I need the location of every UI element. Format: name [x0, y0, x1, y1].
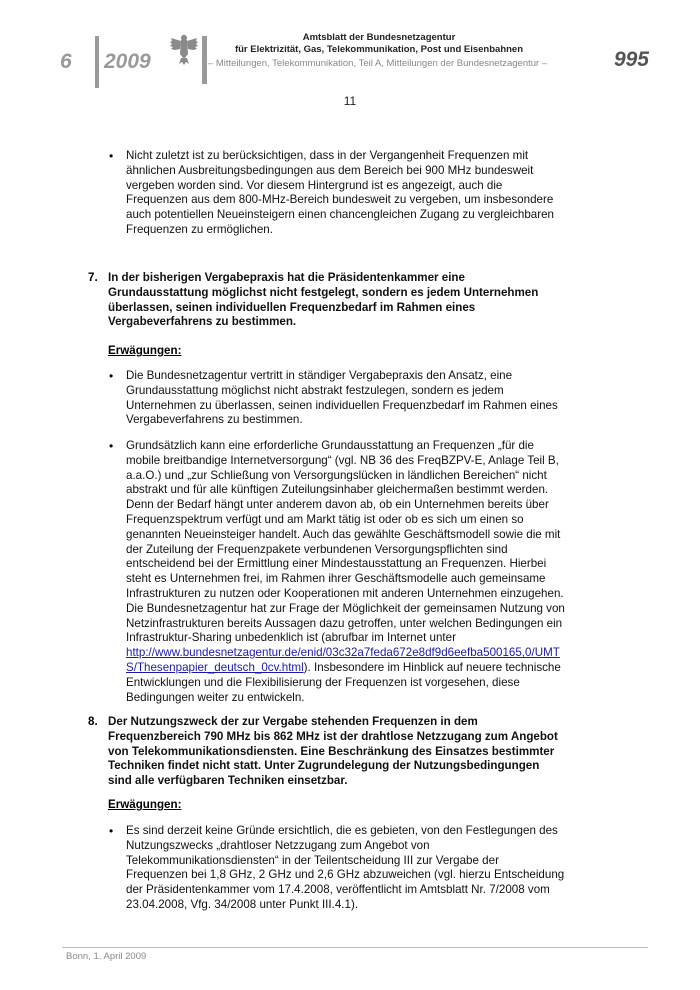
text-line: Frequenzen bei 1,8 GHz, 2 GHz und 2,6 GHz abzuweichen (vgl. hierzu Entscheidung	[126, 868, 565, 882]
text-line: Bedingungen weiter zu entwickeln.	[126, 690, 305, 704]
text-line: entscheidend bei der Ermittlung einer Mindestausstattung an Frequenzen. Hierbei	[126, 557, 547, 571]
text-line: Frequenzspektrum verfügt und am Markt tätig ist oder ob es sich um einen so	[126, 512, 524, 526]
text-line: Der Nutzungszweck der zur Vergabe stehenden Frequenzen in dem	[108, 715, 478, 728]
document-page-number: 11	[343, 94, 357, 108]
text-line: von Telekommunikationsdiensten. Eine Beschränkung des Einsatzes bestimmter	[108, 744, 555, 758]
text-line: ähnlichen Ausbreitungsbedingungen aus dem Bereich bei 900 MHz bundesweit	[126, 163, 534, 177]
gazette-title-line: Amtsblatt der Bundesnetzagentur	[302, 32, 456, 43]
section-7-bullet-1	[126, 369, 596, 428]
text-line: genannten Neueinsteiger handelt. Auch das gewählte Geschäftsmodell sowie die mit	[126, 527, 561, 541]
text-line: Grundausstattung möglichst nicht festgelegt, sondern es jedem Unternehmen	[108, 285, 539, 299]
section-8-number: 8.	[88, 715, 98, 728]
text-line: Telekommunikationsdiensten“ in der Teilentscheidung III zur Vergabe der	[126, 853, 499, 867]
section-8-considerations-label: Erwägungen:	[108, 798, 182, 811]
text-line: Denn der Bedarf hängt unter anderem davon ab, ob ein Unternehmen bereits über	[126, 498, 549, 512]
text-line: Unternehmen zu überlassen, seinen individuellen Frequenzbedarf im Rahmen eines	[126, 398, 558, 412]
text-line	[126, 661, 596, 676]
text-line: Infrastrukturen zu nutzen oder Kooperationen mit anderen Unternehmen einzugehen.	[126, 586, 564, 600]
text-line: Die Bundesnetzagentur vertritt in ständiger Vergabepraxis den Ansatz, eine	[126, 369, 513, 382]
gazette-title-line: für Elektrizität, Gas, Telekommunikation, Post und Eisenbahnen	[234, 43, 524, 55]
gazette-subtitle: – Mitteilungen, Telekommunikation, Teil A, Mitteilungen der Bundesnetzagentur –	[207, 58, 548, 69]
thesenpapier-link-continued[interactable]: S/Thesenpapier_deutsch_0cv.html	[126, 660, 304, 674]
federal-eagle-icon	[169, 32, 199, 66]
footer-date: Bonn, 1. April 2009	[66, 951, 147, 962]
text-line: Vergabeverfahrens zu bestimmen.	[108, 315, 297, 329]
text-line	[126, 646, 596, 661]
text-line: der Zuteilung der Frequenzpakete verbundenen Versorgungspflichten sind	[126, 542, 508, 556]
text-line: Grundausstattung möglichst nicht abstrakt festzulegen, sondern es jedem	[126, 383, 504, 397]
text-line: Infrastruktur-Sharing unbedenklich ist (abrufbar im Internet unter	[126, 631, 456, 645]
text-line: auch potentiellen Neueinsteigern einen chancengleichen Zugang zu vergleichbaren	[126, 208, 554, 222]
text-line: überlassen, seinen individuellen Frequenzbedarf im Rahmen eines	[108, 300, 476, 314]
section-7-heading	[108, 271, 593, 330]
text-line: Nicht zuletzt ist zu berücksichtigen, dass in der Vergangenheit Frequenzen mit	[126, 149, 529, 162]
text-line: vergeben worden sind. Vor diesem Hintergrund ist es angezeigt, auch die	[126, 178, 503, 192]
text-line: Techniken findet nicht statt. Unter Zugrundelegung der Nutzungsbedingungen	[108, 759, 540, 773]
intro-bullet-text	[126, 149, 596, 238]
footer-divider	[62, 947, 648, 948]
bullet-marker: •	[109, 824, 114, 838]
text-line: Grundsätzlich kann eine erforderliche Grundausstattung an Frequenzen „für die	[126, 439, 534, 452]
bullet-marker: •	[109, 149, 114, 163]
section-8-heading	[108, 715, 593, 789]
section-7-bullet-2	[126, 439, 596, 705]
text-line: a.a.O.) und „zur Schließung von Versorgungslücken in ländlichen Bereichen“ nicht	[126, 468, 547, 482]
page-header	[0, 0, 700, 90]
text-line: Frequenzbereich 790 MHz bis 862 MHz ist der drahtlose Netzzugang zum Angebot	[108, 729, 558, 743]
text-line: Frequenzen zu ermöglichen.	[126, 222, 273, 236]
section-7-number: 7.	[88, 271, 98, 284]
text-line: 23.04.2008, Vfg. 34/2008 unter Punkt III.4.1).	[126, 897, 359, 911]
thesenpapier-link[interactable]: http://www.bundesnetzagentur.de/enid/03c32a7feda672e8df9d6eefba500165,0/UMT	[126, 646, 560, 660]
text-line: Vergabeverfahrens zu bestimmen.	[126, 413, 303, 427]
text-line: abstrakt und für alle künftigen Zuteilungsinhaber gleichermaßen bestimmt werden.	[126, 483, 549, 497]
issue-number: 6	[60, 50, 72, 73]
text-line: sind alle verfügbaren Techniken einsetzbar.	[108, 774, 348, 788]
section-7-considerations-label: Erwägungen:	[108, 344, 182, 357]
gazette-title	[214, 32, 544, 55]
text-line: Nutzungszwecks „drahtloser Netzzugang zum Angebot von	[126, 838, 430, 852]
text-line: der Präsidentenkammer vom 17.4.2008, veröffentlicht im Amtsblatt Nr. 7/2008 vom	[126, 883, 550, 897]
text-line: steht es Unternehmen frei, im Rahmen ihrer Geschäftsmodelle auch gemeinsame	[126, 572, 546, 586]
text-line: Frequenzen aus dem 800-MHz-Bereich bundesweit zu vergeben, um insbesondere	[126, 193, 554, 207]
section-8-bullet-1	[126, 824, 596, 913]
bullet-marker: •	[109, 439, 114, 453]
issue-year: 2009	[104, 50, 151, 73]
text-line: mobile breitbandige Internetversorgung“ (vgl. NB 36 des FreqBZPV-E, Anlage Teil B,	[126, 453, 559, 467]
text-line: Die Bundesnetzagentur hat zur Frage der Möglichkeit der gemeinsamen Nutzung von	[126, 601, 565, 615]
text-line: Netzinfrastrukturen bereits Aussagen dazu getroffen, unter welchen Bedingungen ein	[126, 616, 563, 630]
issue-divider	[95, 36, 99, 88]
page-number: 995	[613, 48, 649, 71]
text-line: Es sind derzeit keine Gründe ersichtlich, die es gebieten, von den Festlegungen des	[126, 824, 558, 837]
bullet-marker: •	[109, 369, 114, 383]
text-line: Entwicklungen und die Flexibilisierung der Frequenzen ist vorgesehen, diese	[126, 675, 520, 689]
link-tail-text: ). Insbesondere im Hinblick auf neuere technische	[303, 660, 561, 674]
text-line: In der bisherigen Vergabepraxis hat die Präsidentenkammer eine	[108, 271, 465, 284]
